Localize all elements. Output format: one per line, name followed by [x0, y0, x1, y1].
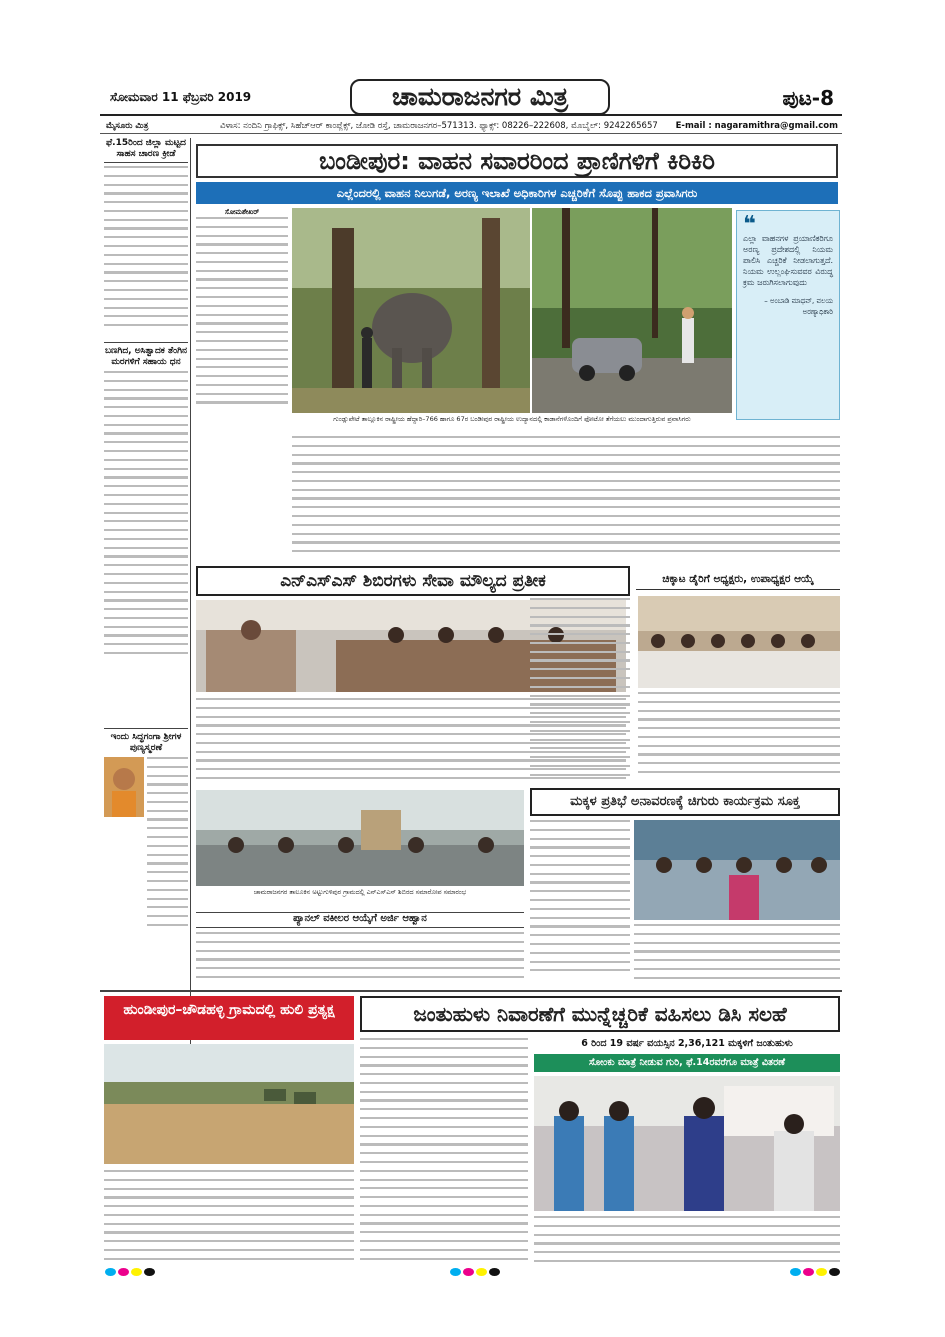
quote-text: ಎಲ್ಲಾ ವಾಹನಗಳ ಪ್ರಯಾಣಿಕರಿಗೂ ಅರಣ್ಯ ಪ್ರದೇಶದಲ್ಲಿ ನಿಯಮ ಪಾಲಿಸಿ ಎಚ್ಚರಿಕೆ ನೀಡಲಾಗುತ್ತದೆ. ನಿಯಮ ಉಲ್ಲಂಘಿಸುವವರ ವಿರುದ್ಧ ಕ್ರಮ ಜರುಗಿಸಲಾಗುವುದು	[743, 234, 833, 287]
elephant-photo	[292, 208, 530, 413]
dairy-headline: ಚಿಕ್ಕಾಟ ಡೈರಿಗೆ ಅಧ್ಯಕ್ಷರು, ಉಪಾಧ್ಯಕ್ಷರ ಆಯ್ಕೆ	[636, 568, 840, 590]
email-line: E-mail : nagaramithra@gmail.com	[675, 121, 838, 131]
car-photo	[532, 208, 732, 413]
sister-paper: ಮೈಸೂರು ಮಿತ್ರ	[106, 121, 149, 131]
registration-marks-center	[450, 1268, 500, 1276]
registration-marks-right	[790, 1268, 840, 1276]
newspaper-title: ಚಾಮರಾಜನಗರ ಮಿತ್ರ	[350, 79, 610, 115]
masthead	[100, 82, 842, 116]
byline: ಸೋಮಶೇಖರ್	[224, 208, 260, 216]
panel-lawyer-headline: ಪ್ಯಾನಲ್ ವಕೀಲರ ಆಯ್ಕೆಗೆ ಅರ್ಜಿ ಆಹ್ವಾನ	[196, 912, 524, 928]
swamiji-photo	[104, 757, 144, 817]
nss-caption: ಚಾಮರಾಜನಗರ ತಾಲೂಕಿನ ಅಟ್ಟುಗುಳಿಪುರ ಗ್ರಾಮದಲ್ಲಿ ಎನ್‌ಎಸ್‌ಎಸ್ ಶಿಬಿರದ ಸಮಾರೋಪ ಸಮಾರಂಭ	[253, 888, 467, 896]
nss-side-body	[530, 598, 630, 788]
address-line: ವಿಳಾಸ: ನಂದಿನಿ ಗ್ರಾಫಿಕ್ಸ್, ಸಿಹೆಚ್‌ಆರ್ ಕಾಂಪ್ಲೆಕ್ಸ್, ಜೋಡಿ ರಸ್ತೆ, ಚಾಮರಾಜನಗರ–571313. ಫ್ಯಾಕ್ಸ್: 08226–222608, ಮೊಬೈಲ್: 9242265657	[220, 121, 658, 131]
main-headline	[196, 144, 838, 178]
dairy-body	[638, 692, 840, 782]
chiguru-headline: ಮಕ್ಕಳ ಪ್ರತಿಭೆ ಅನಾವರಣಕ್ಕೆ ಚಿಗುರು ಕಾರ್ಯಕ್ರಮ ಸೂಕ್ತ	[530, 788, 840, 816]
dairy-photo	[638, 596, 840, 688]
chiguru-photo	[634, 820, 840, 920]
chiguru-body-2	[634, 924, 840, 984]
deworming-photo	[534, 1076, 840, 1211]
procession-photo	[196, 790, 524, 886]
left-headline-1: ಫೆ.15ರಿಂದ ಜಿಲ್ಲಾ ಮಟ್ಟದ ಸಾಹಸ ಚಾರಣ ಕ್ರೀಡೆ	[104, 138, 188, 163]
deworming-body-2	[534, 1216, 840, 1271]
pull-quote	[736, 210, 840, 420]
quote-mark-icon: ❝	[743, 212, 756, 237]
nss-headline: ಎನ್‌ಎಸ್‌ಎಸ್ ಶಿಬಿರಗಳು ಸೇವಾ ಮೌಲ್ಯದ ಪ್ರತೀಕ	[196, 566, 630, 596]
issue-date: ಸೋಮವಾರ 11 ಫೆಬ್ರವರಿ 2019	[110, 90, 252, 104]
left-body-2	[104, 371, 188, 671]
deworming-body-1	[360, 1038, 528, 1270]
registration-marks-left	[105, 1268, 155, 1276]
left-column	[104, 138, 188, 723]
tiger-headline: ಹುಂಡೀಪುರ–ಚೌಡಹಳ್ಳಿ ಗ್ರಾಮದಲ್ಲಿ ಹುಲಿ ಪ್ರತ್ಯಕ್ಷ	[104, 996, 354, 1040]
deworming-sub2: ಸೋಂಕು ಮಾತ್ರೆ ನೀಡುವ ಗುರಿ, ಫೆ.14ರವರೆಗೂ ಮಾತ್ರೆ ವಿತರಣೆ	[534, 1054, 840, 1072]
quote-author: – ಅಂಬಾಡಿ ಮಾಧವ್, ವಲಯ ಅರಣ್ಯಾಧಿಕಾರಿ	[764, 297, 833, 316]
deworming-headline: ಜಂತುಹುಳು ನಿವಾರಣೆಗೆ ಮುನ್ನೆಚ್ಚರಿಕೆ ವಹಿಸಲು ಡಿಸಿ ಸಲಹೆ	[360, 996, 840, 1032]
tiger-body	[104, 1170, 354, 1270]
left-column-lower	[104, 728, 188, 988]
page-number: ಪುಟ-8	[782, 86, 834, 110]
left-headline-2: ಬಣಗಿದ, ಅಸಿತ್ವಾದಕ ತೆಂಗಿನ ಮರಗಳಿಗೆ ಸಹಾಯ ಧನ	[104, 342, 188, 368]
newspaper-page	[100, 78, 842, 1273]
tiger-photo	[104, 1044, 354, 1164]
info-bar	[100, 118, 842, 134]
chiguru-body-1	[530, 820, 630, 985]
main-body-col-1	[196, 208, 288, 423]
left-headline-3: ಇಂದು ಸಿದ್ಧಗಂಗಾ ಶ್ರೀಗಳ ಪುಣ್ಯಸ್ಮರಣೆ	[104, 728, 188, 754]
main-body-cols	[292, 436, 840, 561]
main-photo-caption: ಗುಂಡ್ಲುಪೇಟೆ ತಾಲ್ಲೂಕಿನ ರಾಷ್ಟ್ರೀಯ ಹೆದ್ದಾರಿ–766 ಹಾಗೂ 67ರ ಬಂಡೀಪುರ ರಾಷ್ಟ್ರೀಯ ಉದ್ಯಾನದಲ್ಲಿ ಕಾಡಾನೆಗಳೊಂದಿಗೆ ಫೋಟೋ ತೆಗೆಯಲು ಮುಂದಾಗುತ್ತಿರುವ ಪ್ರವಾಸಿಗರು	[333, 415, 691, 423]
main-subhead: ಎಲ್ಲೆಂದರಲ್ಲಿ ವಾಹನ ನಿಲುಗಡೆ, ಅರಣ್ಯ ಇಲಾಖೆ ಅಧಿಕಾರಿಗಳ ಎಚ್ಚರಿಕೆಗೆ ಸೊಪ್ಪು ಹಾಕದ ಪ್ರವಾಸಿಗರು	[196, 182, 838, 204]
deworming-sub1: 6 ರಿಂದ 19 ವರ್ಷ ವಯಸ್ಸಿನ 2,36,121 ಮಕ್ಕಳಿಗೆ ಜಂತುಹುಳು	[534, 1036, 840, 1052]
left-body-1	[104, 166, 188, 336]
panel-lawyer-body	[196, 932, 524, 984]
main-headline-text: ಬಂಡೀಪುರ: ವಾಹನ ಸವಾರರಿಂದ ಪ್ರಾಣಿಗಳಿಗೆ ಕಿರಿಕಿರಿ	[319, 147, 715, 175]
